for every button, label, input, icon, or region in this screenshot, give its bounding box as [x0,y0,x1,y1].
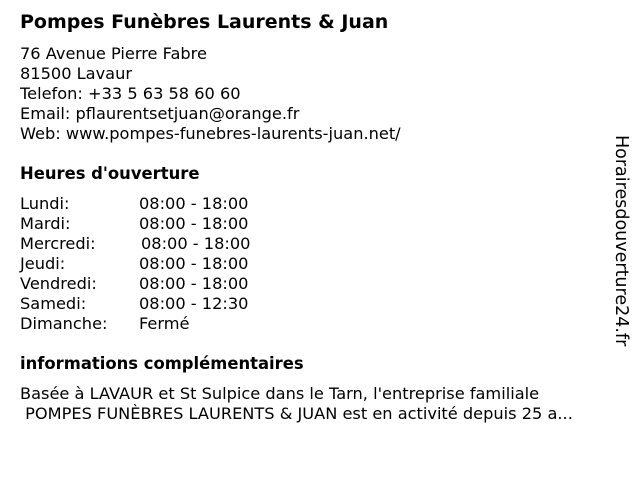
day-label: Lundi: [20,194,70,213]
time-value: 08:00 - 18:00 [139,254,249,273]
web-line: Web: www.pompes-funebres-laurents-juan.net/ [20,124,401,143]
day-label: Vendredi: [20,274,97,293]
info-description [20,384,573,424]
contact-block [20,44,401,144]
time-value: 08:00 - 18:00 [141,234,251,253]
business-name: Pompes Funèbres Laurents & Juan [20,11,389,33]
info-line-1: Basée à LAVAUR et St Sulpice dans le Tarn, l'entreprise familiale [20,384,540,403]
time-value: 08:00 - 18:00 [139,274,249,293]
email-line: Email: pflaurentsetjuan@orange.fr [20,104,300,123]
time-value: 08:00 - 18:00 [139,194,249,213]
day-label: Dimanche: [20,314,108,333]
time-value: 08:00 - 12:30 [139,294,249,313]
phone-line: Telefon: +33 5 63 58 60 60 [20,84,241,103]
info-heading: informations complémentaires [20,354,304,373]
hours-heading: Heures d'ouverture [20,164,200,183]
time-value: Fermé [139,314,190,333]
address-line-street: 76 Avenue Pierre Fabre [20,44,207,63]
address-line-city: 81500 Lavaur [20,64,132,83]
day-label: Mardi: [20,214,71,233]
time-value: 08:00 - 18:00 [139,214,249,233]
day-label: Samedi: [20,294,87,313]
watermark-text: Horairesdouverture24.fr [611,135,631,347]
day-label: Jeudi: [20,254,66,273]
site-watermark [611,135,633,345]
info-line-2: POMPES FUNÈBRES LAURENTS & JUAN est en activité depuis 25 a... [20,404,573,423]
day-label: Mercredi: [20,234,96,253]
